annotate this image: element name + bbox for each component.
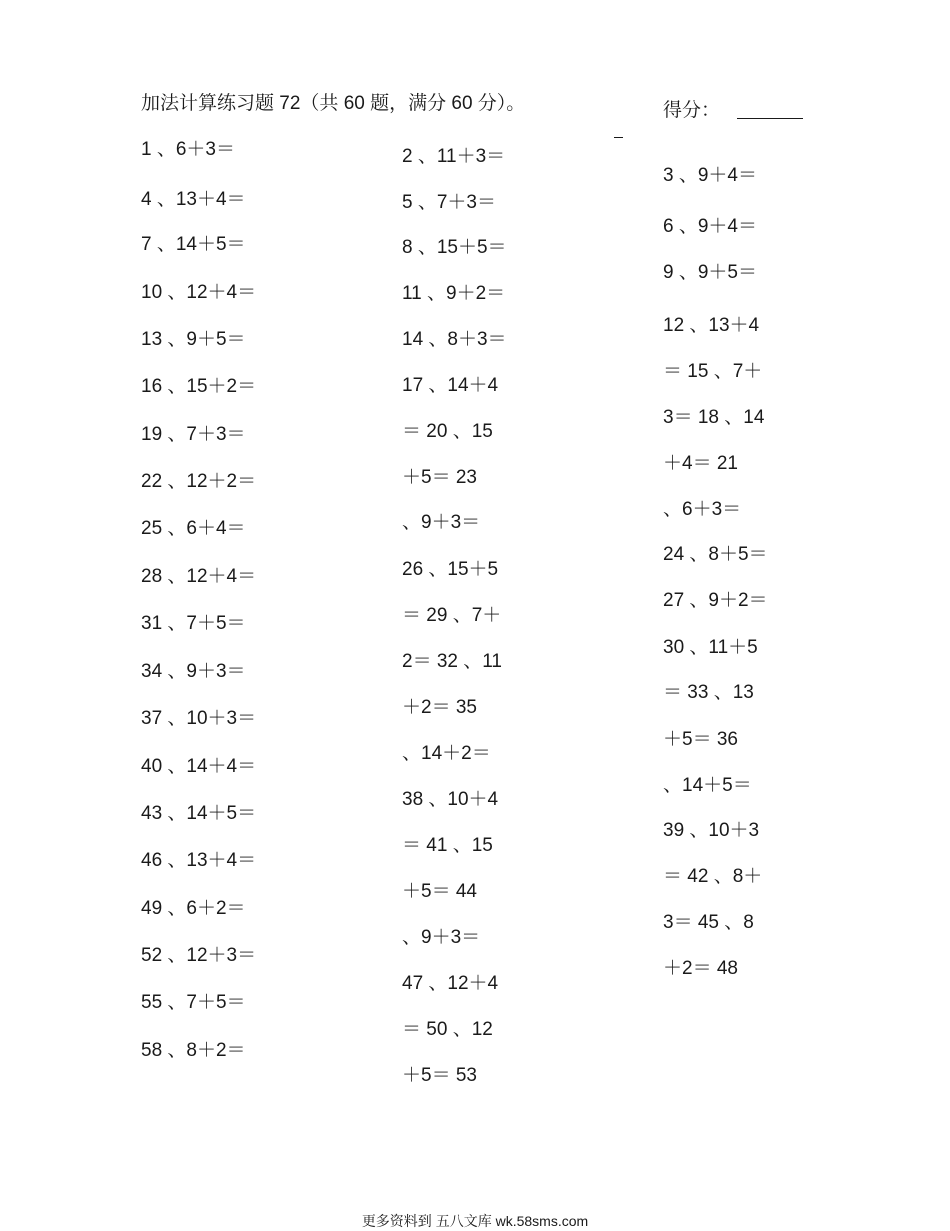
problem-line: 37 、10＋3＝ (141, 708, 257, 729)
problem-line: 28 、12＋4＝ (141, 566, 257, 587)
stray-underline-mark (614, 137, 623, 138)
problem-line: ＝ 41 、15 (402, 835, 493, 856)
problem-line: 46 、13＋4＝ (141, 850, 257, 871)
problem-line: 40 、14＋4＝ (141, 756, 257, 777)
problem-line: 2 、11＋3＝ (402, 146, 506, 167)
problem-line: 24 、8＋5＝ (663, 544, 768, 565)
problem-line: 19 、7＋3＝ (141, 424, 246, 445)
problem-line: 6 、9＋4＝ (663, 216, 757, 237)
problem-line: 34 、9＋3＝ (141, 661, 246, 682)
problem-line: 12 、13＋4 (663, 315, 760, 336)
score-blank-line (737, 118, 803, 119)
problem-line: 16 、15＋2＝ (141, 376, 257, 397)
problem-line: 、9＋3＝ (402, 927, 481, 948)
problem-line: ＝ 29 、7＋ (402, 605, 502, 626)
problem-line: 47 、12＋4 (402, 973, 499, 994)
problem-line: 39 、10＋3 (663, 820, 760, 841)
problem-line: 43 、14＋5＝ (141, 803, 257, 824)
problem-line: 3＝ 45 、8 (663, 912, 754, 933)
footer-source: 更多资料到 五八文库 wk.58sms.com (361, 1213, 589, 1229)
problem-line: 5 、7＋3＝ (402, 192, 496, 213)
problem-line: ＋2＝ 35 (402, 697, 477, 718)
problem-line: 、14＋2＝ (402, 743, 491, 764)
score-label: 得分： (663, 100, 721, 121)
problem-line: 、6＋3＝ (663, 499, 742, 520)
problem-line: 9 、9＋5＝ (663, 262, 757, 283)
problem-line: 27 、9＋2＝ (663, 590, 768, 611)
problem-line: ＋5＝ 44 (402, 881, 477, 902)
problem-line: ＝ 42 、8＋ (663, 866, 763, 887)
problem-line: 25 、6＋4＝ (141, 518, 246, 539)
problem-line: 49 、6＋2＝ (141, 898, 246, 919)
problem-line: 1 、6＋3＝ (141, 139, 235, 160)
problem-line: 2＝ 32 、11 (402, 651, 502, 672)
problem-line: 30 、11＋5 (663, 637, 758, 658)
worksheet-title: 加法计算练习题 72（共 60 题，满分 60 分）。 (141, 93, 526, 114)
problem-line: 55 、7＋5＝ (141, 992, 246, 1013)
problem-line: 38 、10＋4 (402, 789, 499, 810)
problem-line: 52 、12＋3＝ (141, 945, 257, 966)
problem-line: 31 、7＋5＝ (141, 613, 246, 634)
problem-line: ＝ 15 、7＋ (663, 361, 763, 382)
problem-line: ＝ 50 、12 (402, 1019, 493, 1040)
problem-line: 13 、9＋5＝ (141, 329, 246, 350)
problem-line: 4 、13＋4＝ (141, 189, 246, 210)
problem-line: ＋5＝ 23 (402, 467, 477, 488)
problem-line: 8 、15＋5＝ (402, 237, 507, 258)
problem-line: 3＝ 18 、14 (663, 407, 765, 428)
problem-line: ＝ 33 、13 (663, 682, 754, 703)
problem-line: ＋5＝ 53 (402, 1065, 477, 1086)
problem-line: ＋4＝ 21 (663, 453, 738, 474)
problem-line: ＝ 20 、15 (402, 421, 493, 442)
problem-line: 、9＋3＝ (402, 512, 481, 533)
problem-line: 14 、8＋3＝ (402, 329, 507, 350)
problem-line: 11 、9＋2＝ (402, 283, 506, 304)
problem-line: 58 、8＋2＝ (141, 1040, 246, 1061)
problem-line: 17 、14＋4 (402, 375, 499, 396)
problem-line: ＋5＝ 36 (663, 729, 738, 750)
problem-line: 22 、12＋2＝ (141, 471, 257, 492)
problem-line: 10 、12＋4＝ (141, 282, 257, 303)
problem-line: 26 、15＋5 (402, 559, 499, 580)
problem-line: 3 、9＋4＝ (663, 165, 757, 186)
problem-line: 、14＋5＝ (663, 775, 752, 796)
problem-line: ＋2＝ 48 (663, 958, 738, 979)
problem-line: 7 、14＋5＝ (141, 234, 246, 255)
